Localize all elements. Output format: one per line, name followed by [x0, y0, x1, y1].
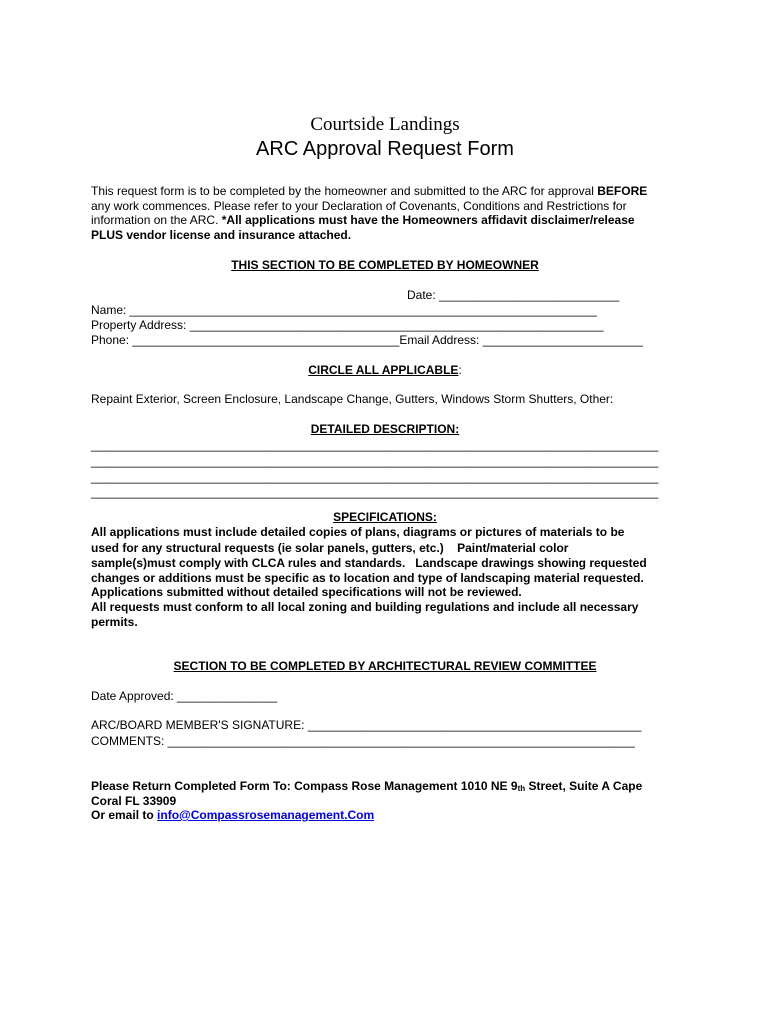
phone-email-field[interactable]: Phone: ________________________________________Email Address: ________________________ — [91, 333, 643, 347]
return-address-line-2: Coral FL 33909 — [91, 794, 177, 808]
email-link[interactable]: info@Compassrosemanagement.Com — [157, 808, 375, 822]
intro-text-3: information on the ARC. — [91, 213, 222, 227]
specifications-line: Applications submitted without detailed specifications will not be reviewed. — [91, 585, 522, 599]
specifications-line: used for any structural requests (ie solar panels, gutters, etc.) Paint/material color — [91, 541, 569, 555]
property-address-field[interactable]: Property Address: ______________________________________________________________ — [91, 318, 604, 332]
description-line[interactable]: _____________________________________________________________________________________ — [91, 470, 659, 484]
applicable-colon: : — [458, 363, 462, 377]
intro-before-emphasis: BEFORE — [597, 184, 648, 198]
intro-line-2: any work commences. Please refer to your Declaration of Covenants, Conditions and Restrictions for — [91, 199, 627, 213]
homeowner-section-heading: THIS SECTION TO BE COMPLETED BY HOMEOWNER — [231, 258, 539, 272]
intro-line-1 — [91, 184, 647, 198]
email-line — [91, 808, 374, 822]
applicable-heading-row — [0, 363, 770, 377]
signature-field[interactable]: ARC/BOARD MEMBER'S SIGNATURE: __________________________________________________ — [91, 718, 642, 732]
email-prefix: Or email to — [91, 808, 158, 822]
date-approved-field[interactable]: Date Approved: _______________ — [91, 689, 278, 703]
committee-section-heading: SECTION TO BE COMPLETED BY ARCHITECTURAL REVIEW COMMITTEE — [173, 659, 597, 673]
community-name: Courtside Landings — [310, 114, 460, 135]
description-line[interactable]: _____________________________________________________________________________________ — [91, 485, 659, 499]
intro-text-1: This request form is to be completed by the homeowner and submitted to the ARC for approval — [91, 184, 598, 198]
return-address-text: Please Return Completed Form To: Compass Rose Management 1010 NE 9 — [91, 779, 518, 793]
comments-field[interactable]: COMMENTS: ______________________________________________________________________ — [91, 734, 635, 748]
specifications-heading: SPECIFICATIONS: — [333, 510, 437, 524]
specifications-line: All requests must conform to all local zoning and building regulations and include all necessary — [91, 600, 639, 614]
description-line[interactable]: _____________________________________________________________________________________ — [91, 454, 659, 468]
date-field[interactable]: Date: ___________________________ — [407, 288, 620, 302]
description-line[interactable]: _____________________________________________________________________________________ — [91, 438, 659, 452]
specifications-line: changes or additions must be specific as to location and type of landscaping material requested. — [91, 571, 644, 585]
intro-requirement-emphasis: *All applications must have the Homeowners affidavit disclaimer/release — [221, 213, 635, 227]
specifications-line: All applications must include detailed copies of plans, diagrams or pictures of materials to be — [91, 525, 625, 539]
intro-line-4: PLUS vendor license and insurance attached. — [91, 228, 352, 242]
applicable-options[interactable]: Repaint Exterior, Screen Enclosure, Landscape Change, Gutters, Windows Storm Shutters, Other: — [91, 392, 614, 406]
intro-line-3 — [91, 213, 635, 227]
ordinal-suffix: th — [517, 784, 526, 793]
specifications-line: sample(s)must comply with CLCA rules and standards. Landscape drawings showing requested — [91, 556, 647, 570]
form-title: ARC Approval Request Form — [256, 138, 514, 160]
applicable-heading: CIRCLE ALL APPLICABLE — [308, 363, 459, 377]
specifications-line: permits. — [91, 615, 138, 629]
description-heading: DETAILED DESCRIPTION: — [310, 422, 460, 436]
return-address-street: Street, Suite A Cape — [525, 779, 643, 793]
name-field[interactable]: Name: ______________________________________________________________________ — [91, 303, 597, 317]
